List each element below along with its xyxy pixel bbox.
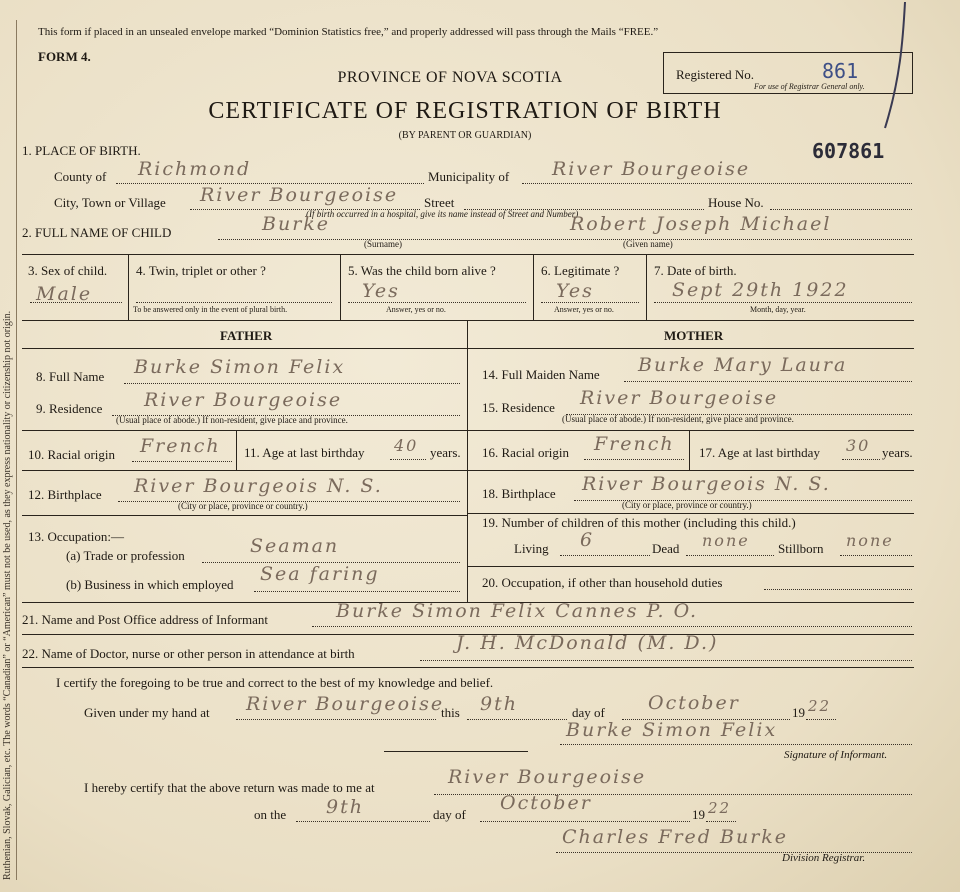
mother-residence-label: 15. Residence [482,400,555,415]
dead-label: Dead [652,541,680,556]
father-business: Sea faring [260,563,380,585]
informant-signature-caption: Signature of Informant. [784,749,888,761]
hospital-note: (If birth occurred in a hospital, give its name instead of Street and Number) [306,209,579,219]
father-age-label: 11. Age at last birthday [244,445,365,460]
father-birthplace-label: 12. Birthplace [28,487,102,502]
registered-label: Registered No. [676,67,754,82]
house-label: House No. [708,195,764,210]
father-racial-label: 10. Racial origin [28,447,116,462]
alive-value: Yes [362,280,400,302]
certify-month: October [648,692,740,714]
certify-statement: I certify the foregoing to be true and correct to the best of my knowledge and belief. [56,675,494,690]
mother-racial-label: 16. Racial origin [482,445,570,460]
given-caption: (Given name) [623,239,673,249]
municipality-value: River Bourgeoise [552,158,751,180]
county-label: County of [54,169,107,184]
certify-year: 22 [808,697,832,715]
mother-birthplace: River Bourgeois N. S. [582,473,831,495]
father-birthplace: River Bourgeois N. S. [134,475,383,497]
father-racial: French [140,435,221,457]
doctor-value: J. H. McDonald (M. D.) [456,632,719,654]
child-name-label: 2. FULL NAME OF CHILD [22,225,172,240]
mother-age-label: 17. Age at last birthday [699,445,820,460]
father-trade: Seaman [250,535,340,557]
father-business-label: (b) Business in which employed [66,577,234,592]
stillborn-label: Stillborn [778,541,824,556]
mother-years: years. [882,445,913,460]
mother-occupation-label: 20. Occupation, if other than household duties [482,575,723,590]
mother-residence-note: (Usual place of abode.) If non-resident, give place and province. [562,414,794,424]
margin-note: Ruthenian, Slovak, Galician, etc. The words “Canadian” or “American” must not be used, as they express nationality or citizenship not origin. [2,310,13,880]
city-value: River Bourgeoise [200,184,399,206]
certify-day-of-label: day of [572,705,605,720]
registrar-day-of-label: day of [433,807,466,822]
registrar-year-prefix: 19 [692,807,705,822]
mother-birthplace-label: 18. Birthplace [482,486,556,501]
father-residence-note: (Usual place of abode.) If non-resident, give place and province. [116,415,348,425]
certify-year-prefix: 19 [792,705,805,720]
mother-heading: MOTHER [664,328,724,343]
registrar-place: River Bourgeoise [448,766,647,788]
father-trade-label: (a) Trade or profession [66,548,185,563]
child-given-name: Robert Joseph Michael [570,213,832,235]
child-surname: Burke [262,213,331,235]
mother-residence: River Bourgeoise [580,387,779,409]
mother-age: 30 [846,436,871,455]
father-name-label: 8. Full Name [36,369,105,384]
surname-caption: (Surname) [364,239,402,249]
father-occupation-label: 13. Occupation:— [28,529,125,544]
alive-label: 5. Was the child born alive ? [348,263,496,278]
registrar-on-label: on the [254,807,287,822]
father-residence-label: 9. Residence [36,401,103,416]
twin-note: To be answered only in the event of plural birth. [133,305,288,314]
sex-label: 3. Sex of child. [28,263,108,278]
dead-value: none [702,531,750,550]
stamp-number: 607861 [812,139,885,163]
pen-mark [860,0,920,140]
street-label: Street [424,195,455,210]
registered-number: 861 [822,59,859,83]
legit-label: 6. Legitimate ? [541,263,620,278]
certificate-subtitle: (BY PARENT OR GUARDIAN) [398,130,532,141]
informant-label: 21. Name and Post Office address of Informant [22,612,268,627]
city-label: City, Town or Village [54,195,166,210]
mailing-notice: This form if placed in an unsealed envelope marked “Dominion Statistics free,” and properly addressed will pass through the Mails “FREE.” [38,26,659,38]
living-label: Living [514,541,549,556]
date-note: Month, day, year. [750,305,806,314]
registered-note: For use of Registrar General only. [754,82,865,91]
father-birthplace-note: (City or place, province or country.) [178,501,308,511]
certify-this-label: this [441,705,460,720]
living-value: 6 [580,529,595,551]
registrar-day: 9th [326,796,364,818]
province-heading: PROVINCE OF NOVA SCOTIA [337,69,563,86]
father-name: Burke Simon Felix [134,356,346,378]
certify-day: 9th [480,693,518,715]
date-value: Sept 29th 1922 [672,279,849,301]
date-label: 7. Date of birth. [654,263,737,278]
doctor-label: 22. Name of Doctor, nurse or other person in attendance at birth [22,646,355,661]
county-value: Richmond [138,158,252,180]
certificate-title: CERTIFICATE OF REGISTRATION OF BIRTH [208,98,722,124]
registrar-month: October [500,792,592,814]
sex-value: Male [36,283,93,305]
form-number: FORM 4. [38,49,91,64]
legit-note: Answer, yes or no. [554,305,614,314]
registrar-signature-caption: Division Registrar. [782,852,866,864]
municipality-label: Municipality of [428,169,510,184]
alive-note: Answer, yes or no. [386,305,446,314]
informant-signature: Burke Simon Felix [566,719,778,741]
father-residence: River Bourgeoise [144,389,343,411]
legit-value: Yes [556,280,594,302]
mother-name-label: 14. Full Maiden Name [482,367,600,382]
children-label: 19. Number of children of this mother (including this child.) [482,515,796,530]
twin-label: 4. Twin, triplet or other ? [136,263,266,278]
stillborn-value: none [846,531,894,550]
registrar-signature: Charles Fred Burke [562,826,789,848]
informant-value: Burke Simon Felix Cannes P. O. [336,600,699,622]
given-under-label: Given under my hand at [84,705,210,720]
father-age: 40 [394,436,419,455]
registrar-year: 22 [708,799,732,817]
mother-birthplace-note: (City or place, province or country.) [622,500,752,510]
certify-place: River Bourgeoise [246,693,445,715]
father-heading: FATHER [220,328,273,343]
mother-racial: French [594,433,675,455]
father-years: years. [430,445,461,460]
place-of-birth-heading: 1. PLACE OF BIRTH. [22,143,141,158]
registrar-statement: I hereby certify that the above return was made to me at [84,780,375,795]
mother-name: Burke Mary Laura [638,354,848,376]
